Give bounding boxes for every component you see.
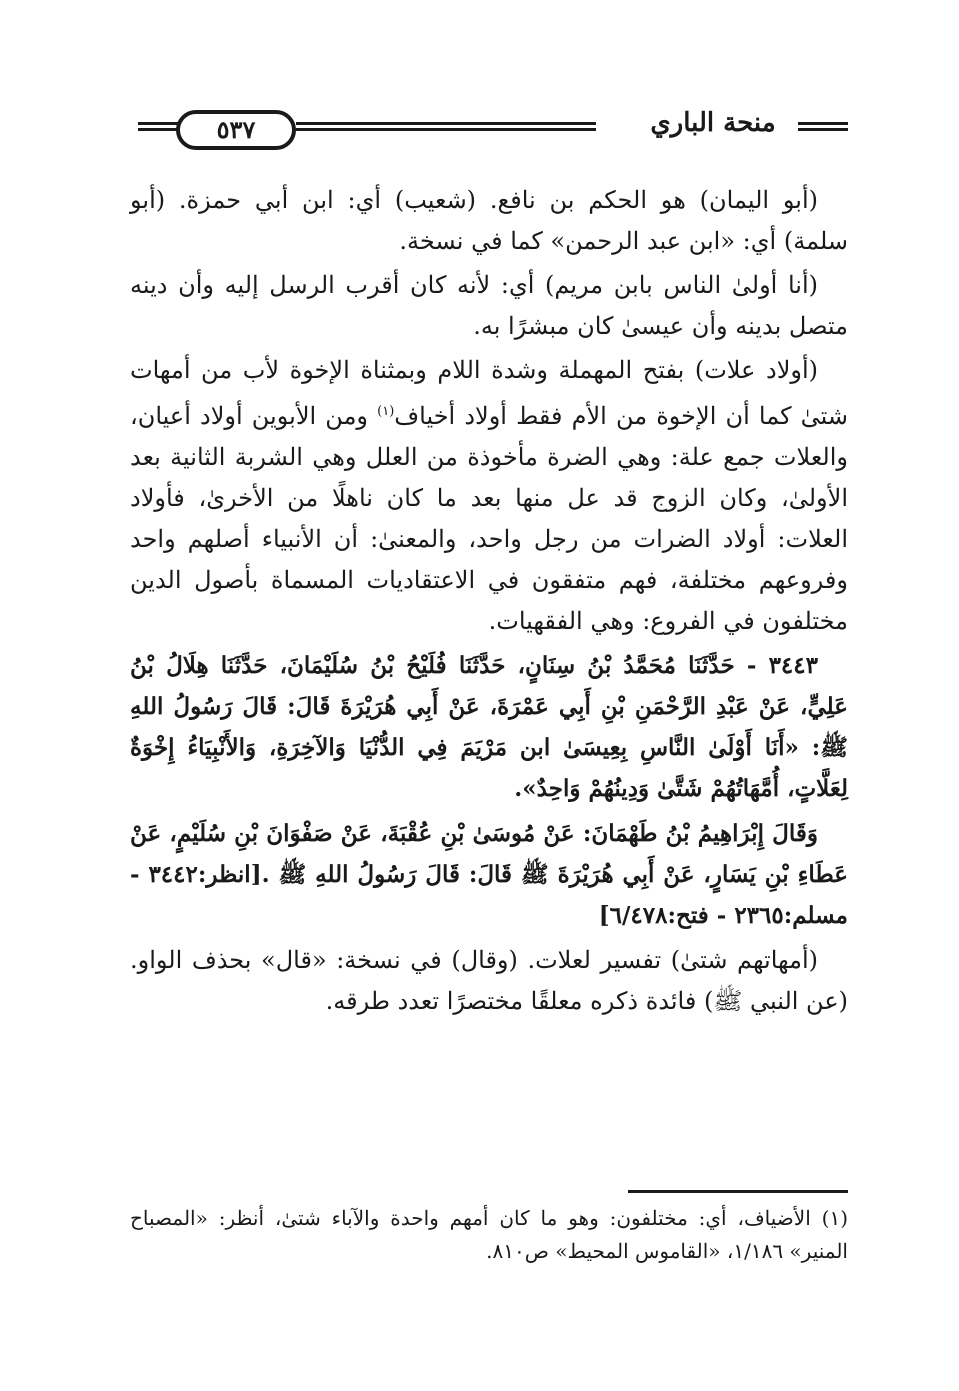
header-rule-right [798, 122, 848, 134]
page-number: ٥٣٧ [176, 110, 296, 150]
footnote-reference[interactable]: (١) [377, 404, 395, 419]
hadith-text: ٣٤٤٣ - حَدَّثَنَا مُحَمَّدُ بْنُ سِنَانٍ، حَدَّثَنَا فُلَيْحُ بْنُ سُلَيْمَانَ، حَدَّثَنَا هِلَالُ بْنُ عَلِيٍّ، عَنْ عَبْدِ الرَّحْمَنِ بْنِ أَبِي عَمْرَةَ، عَنْ أَبِي هُرَيْرَةَ قَالَ: قَالَ رَسُولُ اللهِ ﷺ: «أَنَا أَوْلَىٰ النَّاسِ بِعِيسَىٰ ابن مَرْيَمَ فِي الدُّنْيَا وَالآخِرَةِ، وَالأَنْبِيَاءُ إِخْوَةٌ لِعَلَّاتٍ، أُمَّهَاتُهُمْ شَتَّىٰ وَدِينُهُمْ وَاحِدٌ». [130, 652, 848, 802]
page-body [130, 180, 848, 1025]
paragraph-text: ومن الأبوين أولاد أعيان، والعلات جمع علة: وهي الضرة مأخوذة من العلل وهي الشربة الثانية بعد الأولىٰ، وكان الزوج قد عل منها بعد ما كان ناهلًا من الأخرىٰ، فأولاد العلات: أولاد الضرات من رجل واحد، والمعنىٰ: أن الأنبياء أصلهم واحد وفروعهم مختلفة، فهم متفقون في الاعتقاديات المسماة بأصول الدين مختلفون في الفروع: وهي الفقهيات. [130, 402, 848, 635]
commentary-paragraph: (أبو اليمان) هو الحكم بن نافع. (شعيب) أي: ابن أبي حمزة. (أبو سلمة) أي: «ابن عبد الرحمن» كما في نسخة. [130, 186, 848, 255]
book-title: منحة الباري [650, 108, 776, 138]
commentary-paragraph: (أمهاتهم شتىٰ) تفسير لعلات. (وقال) في نسخة: «قال» بحذف الواو. (عن النبي ﷺ) فائدة ذكره معلقًا مختصرًا تعدد طرقه. [130, 946, 848, 1015]
page-header [138, 100, 848, 160]
footnotes [130, 1202, 848, 1268]
paragraph-text: (أولاد علات) بفتح المهملة وشدة اللام وبمثناة الإخوة لأب من أمهات شتىٰ كما أن الإخوة من الأم فقط أولاد أخياف [130, 356, 848, 430]
footnote: (١) الأضياف، أي: مختلفون: وهو ما كان أمهم واحدة والآباء شتىٰ، أنظر: «المصباح المنير» ١/١٨٦، «القاموس المحيط» ص٨١٠. [130, 1206, 848, 1263]
commentary-paragraph [130, 350, 848, 642]
commentary-paragraph: (أنا أولىٰ الناس بابن مريم) أي: لأنه كان أقرب الرسل إليه وأن دينه متصل بدينه وأن عيسىٰ كان مبشرًا به. [130, 271, 848, 340]
hadith-text: وَقَالَ إِبْرَاهِيمُ بْنُ طَهْمَانَ: عَنْ مُوسَىٰ بْنِ عُقْبَةَ، عَنْ صَفْوَانَ بْنِ سُلَيْمٍ، عَنْ عَطَاءِ بْنِ يَسَارٍ، عَنْ أَبِي هُرَيْرَةَ ﷺ قَالَ: قَالَ رَسُولُ اللهِ ﷺ .[انظر:٣٤٤٢ - مسلم:٢٣٦٥ - فتح:٦/٤٧٨] [130, 820, 848, 929]
header-rule-middle [296, 122, 596, 134]
header-rule-left [138, 122, 178, 136]
footnote-separator [628, 1190, 848, 1193]
